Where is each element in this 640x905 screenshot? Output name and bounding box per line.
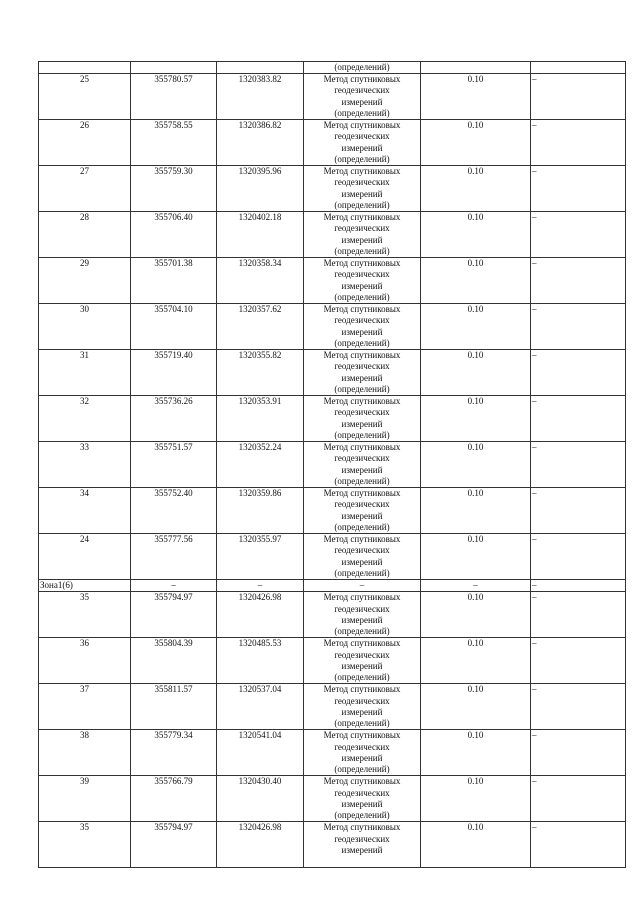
method-line: измерений [341,510,383,521]
cell-method [304,350,421,396]
cell-y: 1320541.04 [217,730,304,776]
cell-x: 355752.40 [131,488,217,534]
table-body [39,62,626,868]
cell-y: 1320358.34 [217,258,304,304]
method-line: (определений) [334,337,390,348]
method-line: измерений [341,844,383,855]
cell-extra: – [531,258,626,304]
cell-y: 1320359.86 [217,488,304,534]
cell-extra: – [531,166,626,212]
table-row [39,212,626,258]
table-row [39,304,626,350]
cell-x: 355780.57 [131,74,217,120]
zone-label: Зона1(6) [39,580,131,592]
cell-number: 27 [39,166,131,212]
zone-dash-y: – [217,580,304,592]
cell-number: 31 [39,350,131,396]
method-line: измерений [341,96,383,107]
method-line: Метод спутниковых [323,120,401,131]
cell-extra: – [531,442,626,488]
cell-method [304,534,421,580]
cell-extra: – [531,822,626,868]
cell-x: 355766.79 [131,776,217,822]
cell-x: 355811.57 [131,684,217,730]
table-row [39,396,626,442]
cell-accuracy: 0.10 [421,350,531,396]
cell-accuracy: 0.10 [421,822,531,868]
table-row [39,350,626,396]
method-line: (определений) [334,718,390,729]
cell-y: 1320537.04 [217,684,304,730]
method-line: Метод спутниковых [323,258,401,269]
cell-x: 355794.97 [131,592,217,638]
method-line: измерений [341,660,383,671]
coordinates-table-sheet [38,61,609,868]
cell-accuracy: 0.10 [421,534,531,580]
cell-extra: – [531,534,626,580]
method-line: (определений) [334,199,390,210]
cell-accuracy: 0.10 [421,442,531,488]
cell-accuracy: 0.10 [421,776,531,822]
method-line: геодезических [334,741,390,752]
cell-extra: – [531,730,626,776]
method-line: Метод спутниковых [323,166,401,177]
cell-extra: – [531,304,626,350]
method-line: геодезических [334,361,390,372]
table-row [39,730,626,776]
cell-number: 26 [39,120,131,166]
table-row [39,684,626,730]
table-row [39,488,626,534]
table-row [39,166,626,212]
cell-accuracy: 0.10 [421,488,531,534]
cell-x: 355751.57 [131,442,217,488]
cell-accuracy: 0.10 [421,684,531,730]
method-line: измерений [341,326,383,337]
method-line: Метод спутниковых [323,304,401,315]
cell-y: 1320386.82 [217,120,304,166]
method-line: измерений [341,798,383,809]
cell-method [304,442,421,488]
cell-y: 1320355.82 [217,350,304,396]
cell-accuracy: 0.10 [421,212,531,258]
zone-dash-accuracy: – [421,580,531,592]
method-line: Метод спутниковых [323,488,401,499]
cell-x: 355701.38 [131,258,217,304]
cell-number: 34 [39,488,131,534]
cell-method [304,776,421,822]
cell-accuracy: 0.10 [421,120,531,166]
cell-x: 355804.39 [131,638,217,684]
cell-method [304,638,421,684]
cell-method: (определений) [304,62,421,74]
method-line: (определений) [334,810,390,821]
method-line: Метод спутниковых [323,638,401,649]
cell-number [39,62,131,74]
table-row [39,74,626,120]
cell-accuracy: 0.10 [421,638,531,684]
cell-x: 355777.56 [131,534,217,580]
method-line: (определений) [334,429,390,440]
method-line: Метод спутниковых [323,730,401,741]
cell-method [304,304,421,350]
method-line: Метод спутниковых [323,592,401,603]
cell-accuracy: 0.10 [421,396,531,442]
cell-extra: – [531,776,626,822]
cell-number: 37 [39,684,131,730]
method-line: измерений [341,142,383,153]
coordinates-table [38,61,626,868]
table-row [39,120,626,166]
method-line: геодезических [334,603,390,614]
cell-x [131,62,217,74]
cell-number: 35 [39,592,131,638]
method-line: геодезических [334,499,390,510]
cell-number: 39 [39,776,131,822]
cell-extra: – [531,638,626,684]
zone-dash-x: – [131,580,217,592]
cell-method [304,120,421,166]
cell-extra: – [531,396,626,442]
method-line: Метод спутниковых [323,534,401,545]
method-line: Метод спутниковых [323,74,401,85]
method-line: измерений [341,372,383,383]
method-line: геодезических [334,269,390,280]
method-line: измерений [341,556,383,567]
cell-number: 30 [39,304,131,350]
cell-method [304,74,421,120]
cell-x: 355706.40 [131,212,217,258]
cell-x: 355759.30 [131,166,217,212]
method-line: геодезических [334,545,390,556]
cell-y [217,62,304,74]
table-row [39,258,626,304]
table-row [39,776,626,822]
method-line: измерений [341,706,383,717]
cell-extra: – [531,488,626,534]
method-line: геодезических [334,833,390,844]
method-line: измерений [341,188,383,199]
cell-x: 355719.40 [131,350,217,396]
method-line: измерений [341,418,383,429]
cell-y: 1320357.62 [217,304,304,350]
method-line: (определений) [334,626,390,637]
cell-accuracy: 0.10 [421,258,531,304]
table-row-continued [39,62,626,74]
cell-y: 1320352.24 [217,442,304,488]
cell-y: 1320430.40 [217,776,304,822]
zone-dash-extra: – [531,580,626,592]
method-line: геодезических [334,223,390,234]
method-line: (определений) [334,245,390,256]
cell-method [304,730,421,776]
method-line: (определений) [334,383,390,394]
cell-y: 1320402.18 [217,212,304,258]
cell-number: 25 [39,74,131,120]
method-line: геодезических [334,787,390,798]
method-line: (определений) [334,107,390,118]
cell-x: 355794.97 [131,822,217,868]
cell-method [304,258,421,304]
cell-y: 1320353.91 [217,396,304,442]
cell-method [304,822,421,868]
method-line: Метод спутниковых [323,442,401,453]
cell-extra: – [531,350,626,396]
cell-y: 1320383.82 [217,74,304,120]
method-line: измерений [341,280,383,291]
method-line: геодезических [334,453,390,464]
cell-number: 33 [39,442,131,488]
method-line: (определений) [334,521,390,532]
cell-accuracy: 0.10 [421,166,531,212]
method-line: Метод спутниковых [323,822,401,833]
cell-extra: – [531,120,626,166]
table-row [39,638,626,684]
cell-number: 35 [39,822,131,868]
cell-number: 29 [39,258,131,304]
cell-extra: – [531,212,626,258]
cell-x: 355736.26 [131,396,217,442]
cell-method [304,166,421,212]
cell-number: 36 [39,638,131,684]
method-line: геодезических [334,315,390,326]
method-line: Метод спутниковых [323,684,401,695]
method-line: геодезических [334,695,390,706]
cell-accuracy: 0.10 [421,592,531,638]
method-line: (определений) [334,475,390,486]
method-line: измерений [341,752,383,763]
cell-accuracy: 0.10 [421,304,531,350]
cell-y: 1320426.98 [217,822,304,868]
zone-dash-method: – [304,580,421,592]
cell-y: 1320426.98 [217,592,304,638]
cell-method [304,212,421,258]
cell-accuracy [421,62,531,74]
method-line: геодезических [334,177,390,188]
method-line: геодезических [334,131,390,142]
cell-extra [531,62,626,74]
cell-y: 1320395.96 [217,166,304,212]
cell-x: 355704.10 [131,304,217,350]
cell-extra: – [531,592,626,638]
table-row [39,534,626,580]
cell-method [304,592,421,638]
cell-extra: – [531,74,626,120]
cell-number: 28 [39,212,131,258]
table-row [39,822,626,868]
cell-x: 355779.34 [131,730,217,776]
cell-y: 1320485.53 [217,638,304,684]
method-line: геодезических [334,407,390,418]
cell-extra: – [531,684,626,730]
table-row [39,442,626,488]
cell-method [304,684,421,730]
method-line: Метод спутниковых [323,350,401,361]
method-line: геодезических [334,85,390,96]
cell-accuracy: 0.10 [421,74,531,120]
method-line: измерений [341,234,383,245]
method-line: измерений [341,464,383,475]
method-line: (определений) [334,764,390,775]
cell-method [304,396,421,442]
cell-y: 1320355.97 [217,534,304,580]
method-line: Метод спутниковых [323,776,401,787]
cell-method [304,488,421,534]
method-line: Метод спутниковых [323,396,401,407]
method-line: Метод спутниковых [323,212,401,223]
method-line: (определений) [334,153,390,164]
cell-x: 355758.55 [131,120,217,166]
method-line: (определений) [334,672,390,683]
method-line: геодезических [334,649,390,660]
cell-number: 24 [39,534,131,580]
cell-accuracy: 0.10 [421,730,531,776]
method-line: (определений) [334,291,390,302]
table-row [39,592,626,638]
zone-row [39,580,626,592]
cell-number: 38 [39,730,131,776]
method-line: (определений) [334,567,390,578]
method-line: измерений [341,614,383,625]
cell-number: 32 [39,396,131,442]
